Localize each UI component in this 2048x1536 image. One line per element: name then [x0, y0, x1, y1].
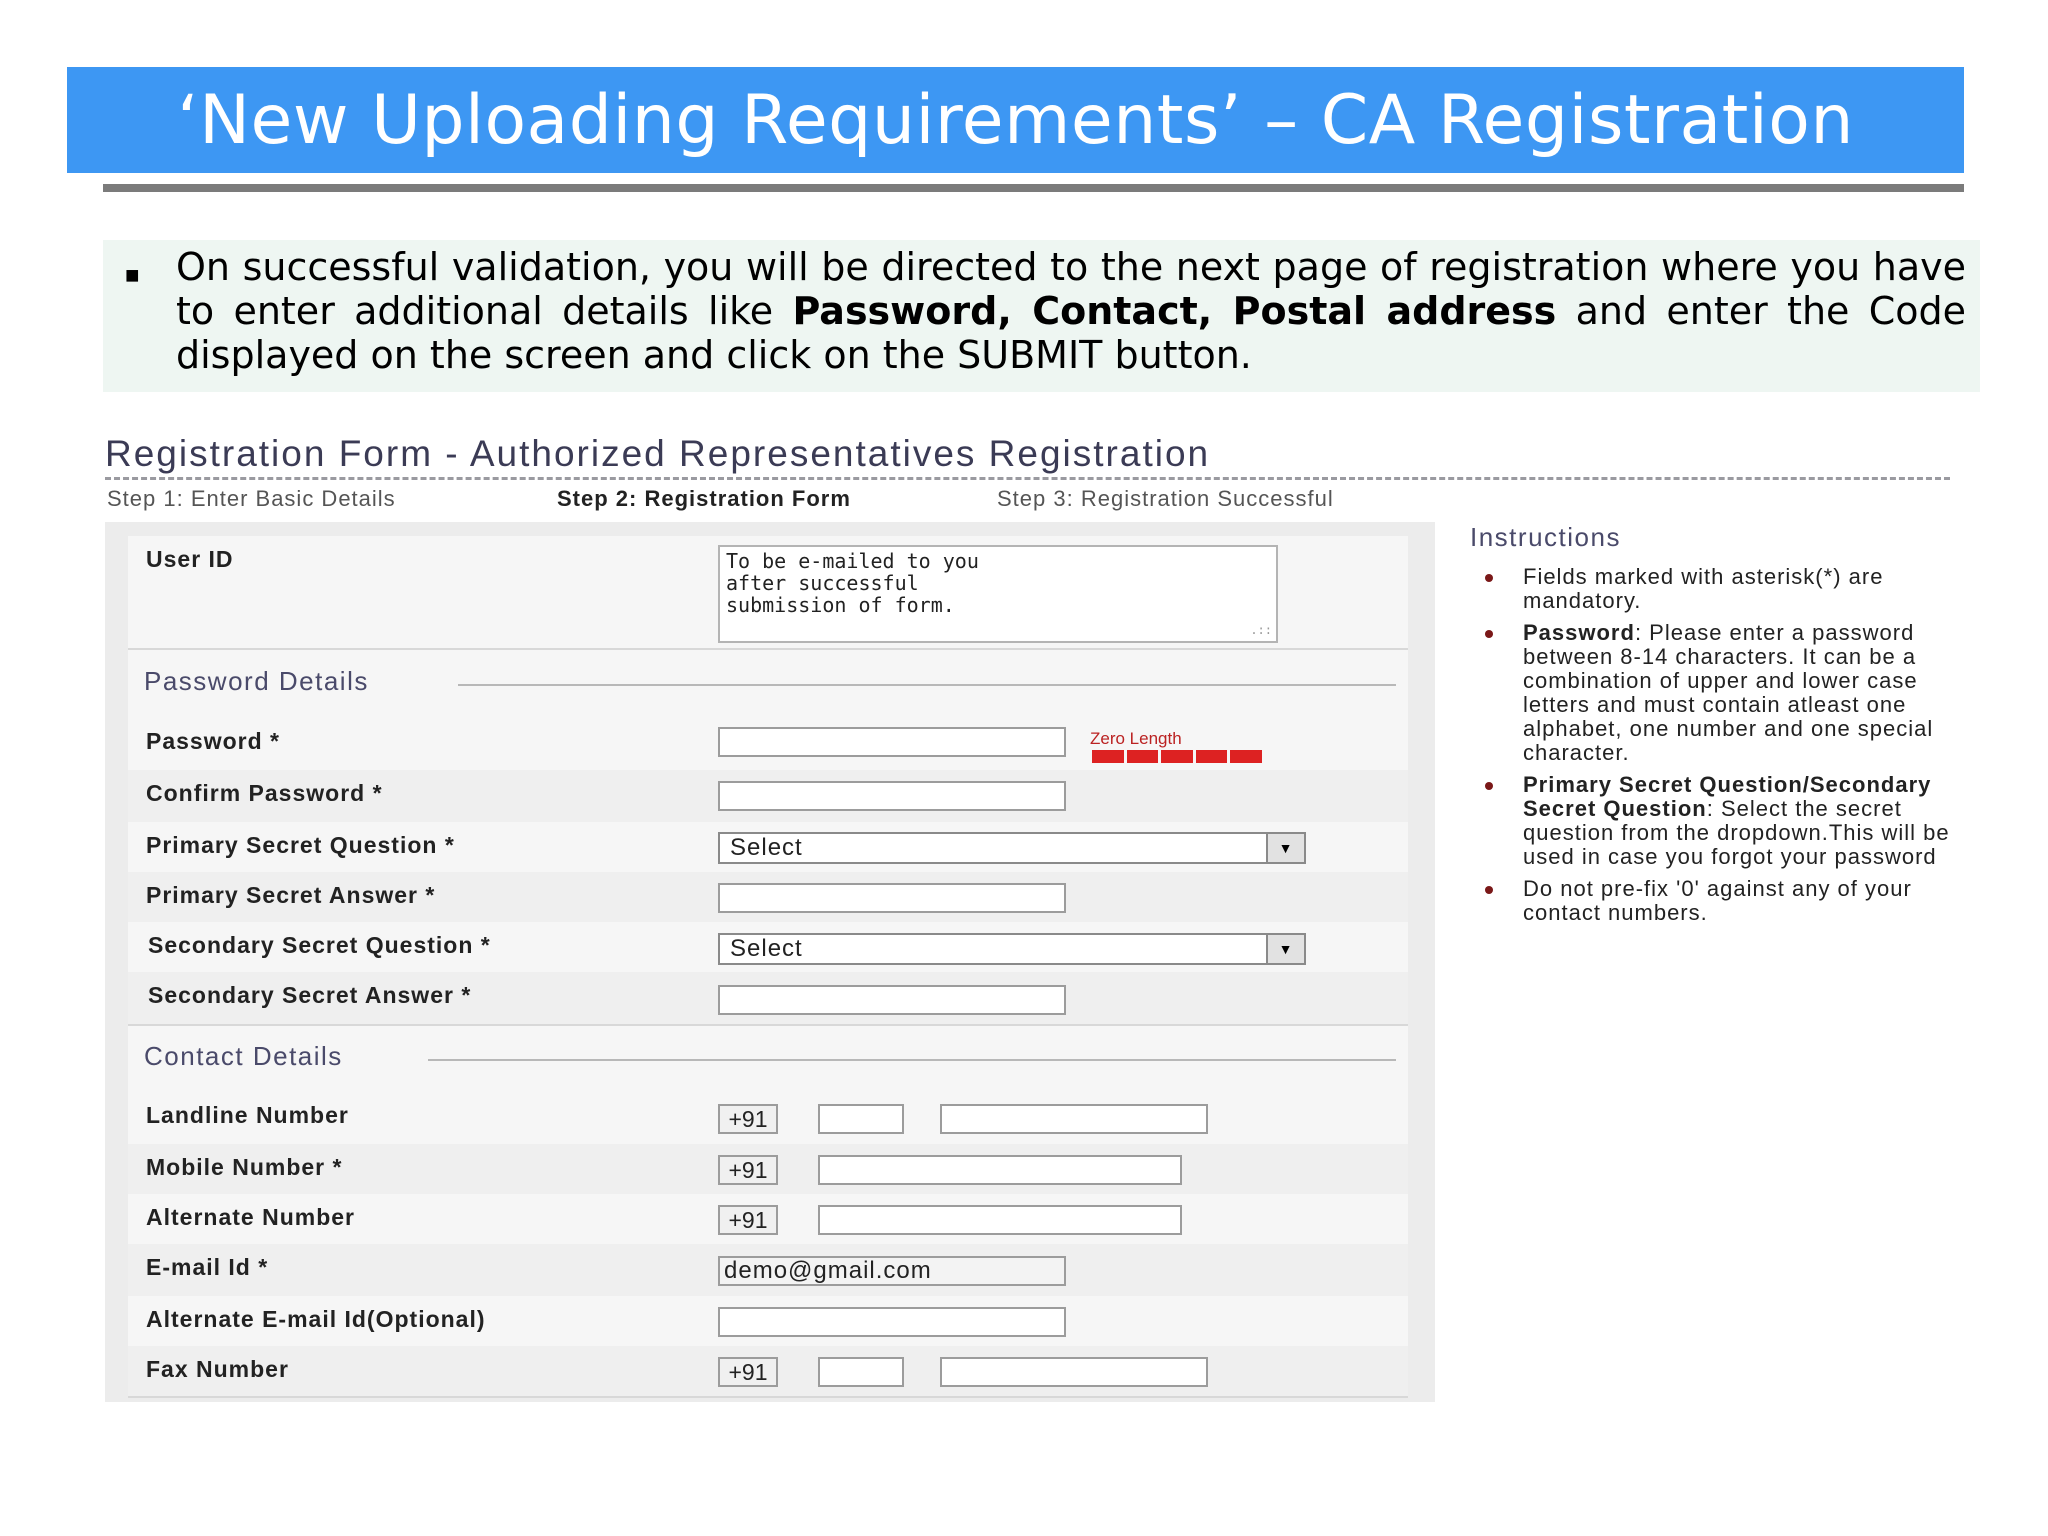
mobile-label: Mobile Number * — [146, 1154, 343, 1180]
instruction-item: Do not pre-fix '0' against any of your contact numbers. — [1485, 877, 1955, 925]
instructions-title: Instructions — [1470, 522, 1621, 552]
section-divider — [428, 1059, 1396, 1061]
fax-label: Fax Number — [146, 1356, 289, 1382]
form-title: Registration Form - Authorized Representatives Registration — [105, 433, 1950, 480]
bullet-bold: Password, Contact, Postal address — [792, 289, 1557, 333]
password-section-title: Password Details — [144, 666, 381, 697]
title-divider — [103, 184, 1964, 192]
slide-title: ‘New Uploading Requirements’ – CA Registration — [67, 67, 1964, 173]
primary-answer-label: Primary Secret Answer * — [146, 882, 436, 908]
alt-email-label: Alternate E-mail Id(Optional) — [146, 1306, 486, 1332]
step-3: Step 3: Registration Successful — [997, 486, 1334, 511]
landline-area-code-input[interactable] — [818, 1104, 904, 1134]
user-id-label: User ID — [146, 546, 234, 572]
primary-question-label: Primary Secret Question * — [146, 832, 455, 858]
mobile-number-input[interactable] — [818, 1155, 1182, 1185]
mobile-prefix: +91 — [718, 1155, 778, 1185]
password-input[interactable] — [718, 727, 1066, 757]
secondary-answer-input[interactable] — [718, 985, 1066, 1015]
email-input[interactable]: demo@gmail.com — [718, 1256, 1066, 1286]
fax-prefix: +91 — [718, 1357, 778, 1387]
secondary-question-label: Secondary Secret Question * — [148, 932, 491, 958]
alt-email-input[interactable] — [718, 1307, 1066, 1337]
landline-prefix: +91 — [718, 1104, 778, 1134]
contact-section-title: Contact Details — [144, 1041, 355, 1072]
step-2: Step 2: Registration Form — [557, 486, 851, 511]
resize-grip-icon[interactable]: .:: — [1250, 623, 1272, 637]
bullet-dot-icon — [1485, 574, 1493, 582]
alternate-number-label: Alternate Number — [146, 1204, 355, 1230]
landline-label: Landline Number — [146, 1102, 349, 1128]
confirm-password-input[interactable] — [718, 781, 1066, 811]
password-label: Password * — [146, 728, 280, 754]
bullet-text: On successful validation, you will be directed to the next page of registration where you have to enter additional details like Password, Contact, Postal address and enter the Code displayed on the screen and click on the SUBMIT button. — [176, 245, 1966, 377]
primary-answer-input[interactable] — [718, 883, 1066, 913]
primary-question-select[interactable]: Select ▼ — [718, 832, 1306, 864]
confirm-password-label: Confirm Password * — [146, 780, 383, 806]
fax-area-code-input[interactable] — [818, 1357, 904, 1387]
section-divider — [458, 684, 1396, 686]
alternate-prefix: +91 — [718, 1205, 778, 1235]
instruction-item: Primary Secret Question/Secondary Secret Question: Select the secret question from the dropdown.This will be used in case you forgot your password — [1485, 773, 1955, 869]
bullet-square-icon: ■ — [125, 262, 140, 289]
dropdown-arrow-icon[interactable]: ▼ — [1266, 834, 1304, 862]
landline-number-input[interactable] — [940, 1104, 1208, 1134]
contact-section — [128, 1026, 1408, 1092]
bullet-dot-icon — [1485, 630, 1493, 638]
dropdown-arrow-icon[interactable]: ▼ — [1266, 935, 1304, 963]
fax-number-input[interactable] — [940, 1357, 1208, 1387]
instruction-item: Fields marked with asterisk(*) are mandatory. — [1485, 565, 1955, 613]
alternate-number-input[interactable] — [818, 1205, 1182, 1235]
user-id-textarea[interactable]: To be e-mailed to you after successful submission of form. .:: — [718, 545, 1278, 643]
instruction-item: Password: Please enter a password between 8-14 characters. It can be a combination of upper and lower case letters and must contain atleast one alphabet, one number and one special character. — [1485, 621, 1955, 765]
email-label: E-mail Id * — [146, 1254, 269, 1280]
bullet-box — [103, 240, 1980, 392]
step-1: Step 1: Enter Basic Details — [107, 486, 396, 511]
instructions-list — [1485, 565, 1955, 933]
bullet-dot-icon — [1485, 782, 1493, 790]
password-strength-meter — [1092, 750, 1262, 763]
secondary-answer-label: Secondary Secret Answer * — [148, 982, 472, 1008]
password-section — [128, 650, 1408, 718]
password-strength-label: Zero Length — [1090, 729, 1182, 748]
bullet-dot-icon — [1485, 886, 1493, 894]
secondary-question-select[interactable]: Select ▼ — [718, 933, 1306, 965]
